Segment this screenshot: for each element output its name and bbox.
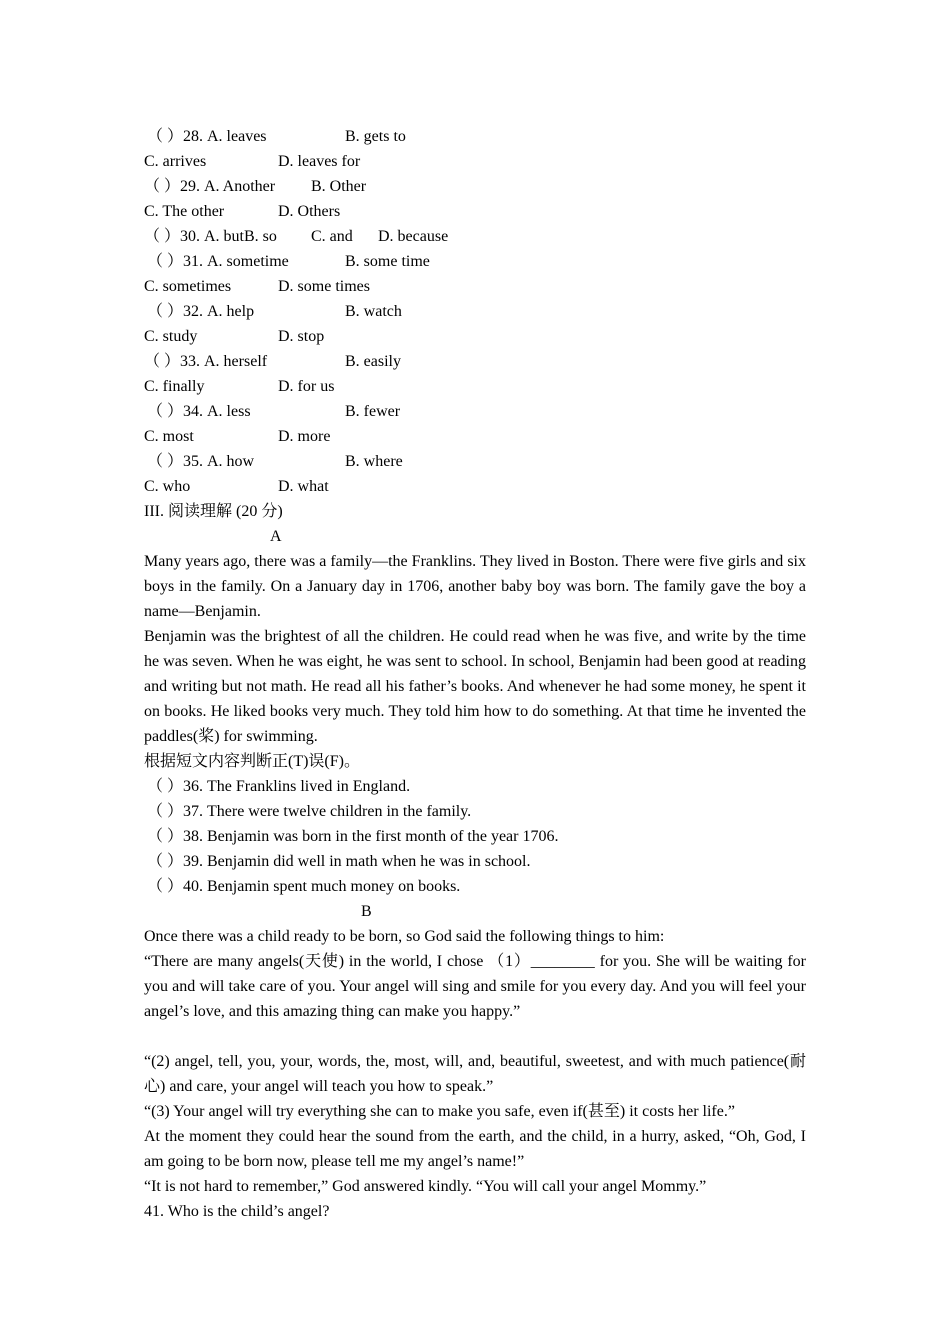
- question-31-option-c: C. sometimes: [144, 278, 232, 295]
- question-28-option-c: C. arrives: [144, 153, 207, 170]
- passage-a-paragraph-2: Benjamin was the brightest of all the children. He could read when he was five, and write by the time he was seven. When he was eight, he was sent to school. In school, Benjamin had been good at reading and writing but not math. He read all his father’s books. And whenever he had some money, he spent it on books. He liked books very much. They told him how to do something. At that time he invented the paddles(桨) for swimming.: [144, 628, 806, 745]
- question-35-option-a: （ ）35. A. how: [147, 453, 255, 470]
- question-34-option-d: D. more: [278, 428, 331, 445]
- question-30-row: [144, 224, 806, 249]
- passage-b-label: B: [361, 903, 372, 920]
- question-31-row: [144, 249, 806, 274]
- question-28-row-2: [144, 149, 806, 174]
- document-page: [144, 124, 806, 1224]
- passage-a-paragraph-1: Many years ago, there was a family—the Franklins. They lived in Boston. There were five girls and six boys in the family. On a January day in 1706, another baby boy was born. The family gave the boy a name—Benjamin.: [144, 553, 806, 620]
- question-35-option-b: B. where: [345, 453, 403, 470]
- question-41: 41. Who is the child’s angel?: [144, 1203, 330, 1220]
- question-34-option-b: B. fewer: [345, 403, 401, 420]
- question-35-row: [144, 449, 806, 474]
- question-30-option-d: D. because: [378, 228, 449, 245]
- question-35-option-d: D. what: [278, 478, 329, 495]
- question-28-option-b: B. gets to: [345, 128, 406, 145]
- question-29-option-d: D. Others: [278, 203, 341, 220]
- question-29-option-c: C. The other: [144, 203, 225, 220]
- question-33-row: [144, 349, 806, 374]
- question-34-option-c: C. most: [144, 428, 194, 445]
- question-31-option-a: （ ）31. A. sometime: [147, 253, 289, 270]
- passage-b-paragraph-1: Once there was a child ready to be born, so God said the following things to him:: [144, 928, 665, 945]
- question-30-option-c: C. and: [311, 228, 353, 245]
- question-31-option-d: D. some times: [278, 278, 370, 295]
- passage-b-paragraph-4: “(3) Your angel will try everything she can to make you safe, even if(甚至) it costs her life.”: [144, 1103, 735, 1120]
- question-33-option-c: C. finally: [144, 378, 205, 395]
- blank-line: [144, 1024, 806, 1049]
- question-32-option-b: B. watch: [345, 303, 402, 320]
- passage-b-paragraph-5: At the moment they could hear the sound from the earth, and the child, in a hurry, asked, “Oh, God, I am going to be born now, please tell me my angel’s name!”: [144, 1128, 806, 1170]
- question-30-option-b: B. so: [244, 228, 277, 245]
- question-35-row-2: [144, 474, 806, 499]
- question-31-row-2: [144, 274, 806, 299]
- question-28-row: [144, 124, 806, 149]
- question-29-row: [144, 174, 806, 199]
- question-33-row-2: [144, 374, 806, 399]
- question-32-option-a: （ ）32. A. help: [147, 303, 255, 320]
- question-34-row-2: [144, 424, 806, 449]
- question-34-row: [144, 399, 806, 424]
- question-29-option-b: B. Other: [311, 178, 367, 195]
- passage-b-paragraph-6: “It is not hard to remember,” God answered kindly. “You will call your angel Mommy.”: [144, 1178, 707, 1195]
- question-36: （ ）36. The Franklins lived in England.: [147, 778, 411, 795]
- question-32-row-2: [144, 324, 806, 349]
- question-32-row: [144, 299, 806, 324]
- question-34-option-a: （ ）34. A. less: [147, 403, 251, 420]
- question-35-option-c: C. who: [144, 478, 191, 495]
- question-32-option-d: D. stop: [278, 328, 325, 345]
- question-33-option-d: D. for us: [278, 378, 335, 395]
- passage-b-paragraph-2: “There are many angels(天使) in the world, I chose （1）________ for you. She will be waiting for you and will take care of you. Your angel will sing and smile for you every day. And you will feel your angel’s love, and this amazing thing can make you happy.”: [144, 953, 806, 1020]
- question-39: （ ）39. Benjamin did well in math when he was in school.: [147, 853, 531, 870]
- question-28-option-d: D. leaves for: [278, 153, 361, 170]
- question-37: （ ）37. There were twelve children in the family.: [147, 803, 472, 820]
- question-40: （ ）40. Benjamin spent much money on books.: [147, 878, 461, 895]
- question-32-option-c: C. study: [144, 328, 198, 345]
- true-false-instruction: 根据短文内容判断正(T)误(F)。: [144, 753, 360, 770]
- question-33-option-a: （ ）33. A. herself: [144, 353, 268, 370]
- passage-a-label: A: [270, 528, 282, 545]
- question-29-row-2: [144, 199, 806, 224]
- section-heading: III. 阅读理解 (20 分): [144, 503, 283, 520]
- passage-b-paragraph-3: “(2) angel, tell, you, your, words, the, most, will, and, beautiful, sweetest, and with much patience(耐心) and care, your angel will teach you how to speak.”: [144, 1053, 806, 1095]
- question-30-option-a: （ ）30. A. but: [144, 228, 245, 245]
- question-29-option-a: （ ）29. A. Another: [144, 178, 276, 195]
- question-38: （ ）38. Benjamin was born in the first month of the year 1706.: [147, 828, 559, 845]
- question-28-option-a: （ ）28. A. leaves: [147, 128, 267, 145]
- question-33-option-b: B. easily: [345, 353, 401, 370]
- question-31-option-b: B. some time: [345, 253, 430, 270]
